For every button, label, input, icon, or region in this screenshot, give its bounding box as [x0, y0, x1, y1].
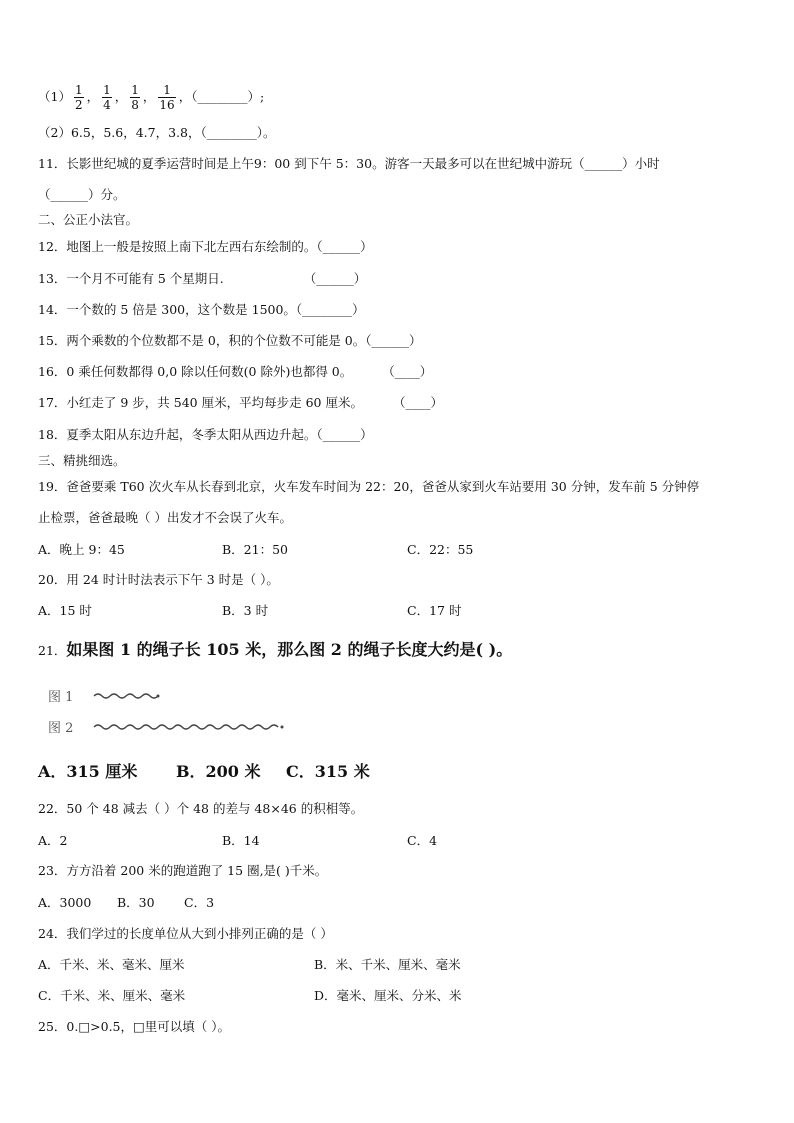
q16 [38, 364, 432, 380]
q21-option-b: B．200 米 [176, 762, 261, 781]
q10-part2: （2）6.5，5.6，4.7，3.8，（________）。 [38, 125, 276, 140]
q19-option-a: A．晚上 9：45 [38, 542, 125, 557]
section-heading-2: 二、公正小法官。 [38, 212, 139, 227]
q17 [38, 395, 443, 411]
q22-option-a: A．2 [38, 833, 68, 848]
q21-stem-line [38, 640, 512, 660]
q23-stem: 23．方方沿着 200 米的跑道跑了 15 圈,是( )千米。 [38, 863, 328, 878]
q19-option-b: B．21：50 [222, 542, 288, 557]
q24-option-c: C．千米、米、厘米、毫米 [38, 988, 186, 1003]
fraction: $\frac{1}{2}$ [74, 83, 83, 112]
q22-option-b: B．14 [222, 833, 260, 848]
q13-stem: 13．一个月不可能有 5 个星期日. [38, 271, 224, 286]
q23-option-c: C．3 [184, 895, 215, 910]
q13-blank: （______） [303, 271, 367, 286]
q10-part1: （1） $\frac{1}{2}$ ， $\frac{1}{4}$ ， $\frac{1}{8}$ ， $\frac{1}{16}$ ，（________）; [38, 83, 265, 112]
q19-line2: 止检票，爸爸最晚（ ）出发才不会误了火车。 [38, 510, 292, 525]
q18: 18．夏季太阳从东边升起，冬季太阳从西边升起。（______） [38, 427, 373, 442]
q13 [38, 271, 366, 287]
q19-line1: 19．爸爸要乘 T60 次火车从长春到北京，火车发车时间为 22：20，爸爸从家到火车站要用 30 分钟，发车前 5 分钟停 [38, 479, 700, 494]
q10-part1-blank: （________）; [191, 89, 265, 104]
q21-number: 21． [38, 643, 67, 658]
q10-part1-label: （1） [38, 89, 71, 104]
q24-option-b: B．米、千米、厘米、毫米 [314, 957, 461, 972]
q21-stem: 如果图 1 的绳子长 105 米，那么图 2 的绳子长度大约是( )。 [66, 640, 513, 659]
q22-stem: 22．50 个 48 减去（ ）个 48 的差与 48×46 的积相等。 [38, 801, 364, 816]
q22-option-c: C．4 [407, 833, 438, 848]
figure-2-label: 图 2 [48, 721, 74, 736]
q25-stem: 25．0.□>0.5，□里可以填（ ）。 [38, 1019, 231, 1034]
figure-1-label: 图 1 [48, 690, 74, 705]
q24-option-d: D．毫米、厘米、分米、米 [314, 988, 462, 1003]
q21-option-c: C．315 米 [286, 762, 370, 781]
q24-stem: 24．我们学过的长度单位从大到小排列正确的是（ ） [38, 926, 333, 941]
q15: 15．两个乘数的个位数都不是 0，积的个位数不可能是 0。（______） [38, 333, 422, 348]
rope-2-figure [92, 720, 288, 734]
q17-blank: （____） [392, 395, 443, 410]
q20-option-c: C．17 时 [407, 603, 462, 618]
q11-line1: 11．长影世纪城的夏季运营时间是上午9：00 到下午 5：30。游客一天最多可以在世纪城中游玩（______）小时 [38, 156, 660, 171]
q19-option-c: C．22：55 [407, 542, 474, 557]
fraction: $\frac{1}{8}$ [131, 83, 139, 112]
q24-option-a: A．千米、米、毫米、厘米 [38, 957, 185, 972]
q17-stem: 17．小红走了 9 步，共 540 厘米，平均每步走 60 厘米。 [38, 395, 363, 410]
q20-option-b: B．3 时 [222, 603, 269, 618]
q14: 14．一个数的 5 倍是 300，这个数是 1500。（________） [38, 302, 365, 317]
fraction: $\frac{1}{16}$ [159, 83, 175, 112]
q21-option-a: A．315 厘米 [38, 762, 138, 781]
q23-option-a: A．3000 [38, 895, 92, 910]
q16-stem: 16．0 乘任何数都得 0,0 除以任何数(0 除外)也都得 0。 [38, 364, 353, 379]
fraction: $\frac{1}{4}$ [103, 83, 111, 112]
q23-option-b: B．30 [117, 895, 155, 910]
q20-option-a: A．15 时 [38, 603, 92, 618]
q11-line2: （______）分。 [38, 187, 126, 202]
section-heading-3: 三、精挑细选。 [38, 453, 126, 468]
rope-1-figure [92, 689, 162, 703]
q12: 12．地图上一般是按照上南下北左西右东绘制的。（______） [38, 239, 373, 254]
q16-blank: （____） [382, 364, 433, 379]
q20-stem: 20．用 24 时计时法表示下午 3 时是（ ）。 [38, 572, 279, 587]
